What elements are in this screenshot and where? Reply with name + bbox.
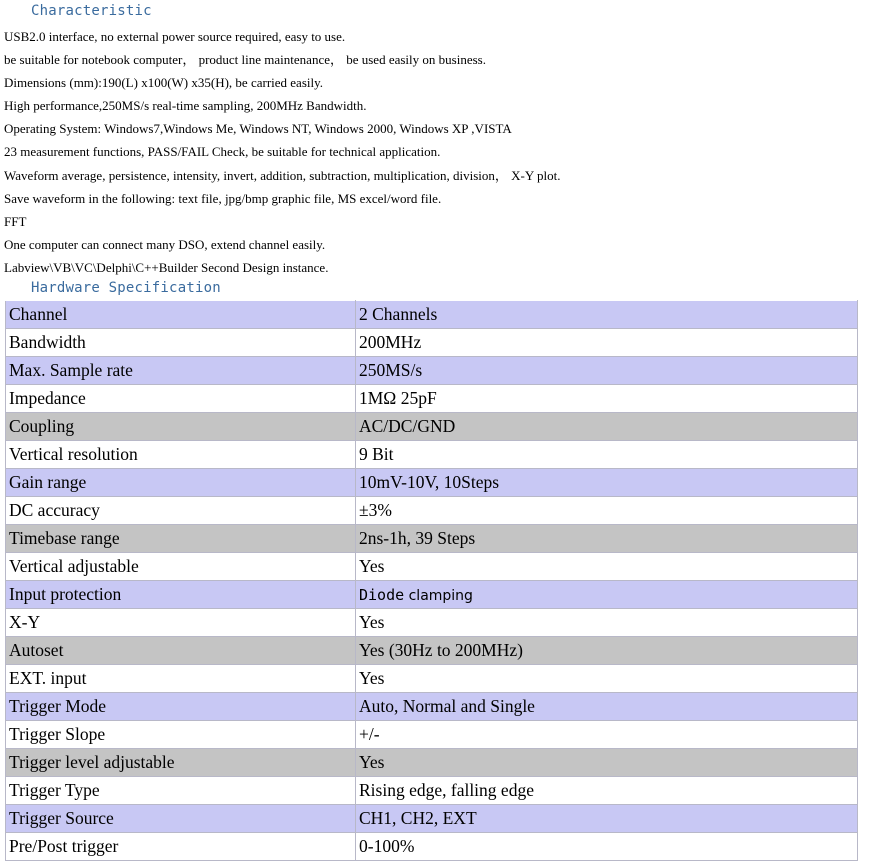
characteristic-line: USB2.0 interface, no external power source required, easy to use. [4, 29, 346, 44]
spec-key: Bandwidth [6, 329, 356, 357]
spec-value: 1MΩ 25pF [356, 385, 858, 413]
spec-value-part: Diode [359, 586, 405, 604]
table-row [6, 553, 858, 581]
characteristic-line: High performance,250MS/s real-time sampling, 200MHz Bandwidth. [4, 98, 367, 114]
characteristic-line: Save waveform in the following: text file, jpg/bmp graphic file, MS excel/word file. [4, 190, 442, 206]
characteristic-line: One computer can connect many DSO, extend channel easily. [4, 236, 326, 252]
spec-value: Yes (30Hz to 200MHz) [356, 637, 858, 665]
spec-value: Yes [356, 749, 858, 777]
spec-key: Coupling [6, 413, 356, 441]
spec-value: 9 Bit [356, 441, 858, 469]
spec-value-part: clamping [404, 588, 473, 604]
spec-key: Trigger Type [6, 777, 356, 805]
characteristic-line: Operating System: Windows7,Windows Me, Windows NT, Windows 2000, Windows XP ,VISTA [4, 121, 512, 137]
spec-value: 200MHz [356, 329, 858, 357]
table-row [6, 693, 858, 721]
spec-key: Trigger Source [6, 805, 356, 833]
spec-key: Vertical adjustable [6, 553, 356, 581]
spec-value: 2 Channels [356, 301, 858, 329]
spec-value: +/- [356, 721, 858, 749]
hardware-spec-heading: Hardware Specification [31, 280, 221, 296]
table-row [6, 665, 858, 693]
table-row [6, 609, 858, 637]
table-row [6, 721, 858, 749]
spec-value: AC/DC/GND [356, 413, 858, 441]
spec-key: EXT. input [6, 665, 356, 693]
table-row [6, 413, 858, 441]
spec-value: Yes [356, 609, 858, 637]
table-row [6, 357, 858, 385]
characteristic-line: Waveform average, persistence, intensity, invert, addition, subtraction, multiplication, division， X-Y plot. [4, 167, 561, 183]
table-row [6, 441, 858, 469]
spec-key: Gain range [6, 469, 356, 497]
characteristic-line: FFT [4, 213, 27, 229]
hardware-spec-table [5, 300, 858, 861]
spec-value: 10mV-10V, 10Steps [356, 469, 858, 497]
spec-value: CH1, CH2, EXT [356, 805, 858, 833]
spec-value: Rising edge, falling edge [356, 777, 858, 805]
spec-key: Pre/Post trigger [6, 833, 356, 861]
spec-value: ±3% [356, 497, 858, 525]
table-row [6, 805, 858, 833]
characteristic-heading: Characteristic [31, 3, 152, 19]
spec-key: Trigger Mode [6, 693, 356, 721]
spec-key: Trigger Slope [6, 721, 356, 749]
spec-key: Impedance [6, 385, 356, 413]
spec-key: Vertical resolution [6, 441, 356, 469]
spec-key: Max. Sample rate [6, 357, 356, 385]
spec-value: Yes [356, 553, 858, 581]
table-row [6, 329, 858, 357]
spec-key: Channel [6, 301, 356, 329]
characteristic-line: 23 measurement functions, PASS/FAIL Check, be suitable for technical application. [4, 144, 441, 160]
table-row [6, 301, 858, 329]
spec-key: Autoset [6, 637, 356, 665]
table-row [6, 749, 858, 777]
table-row [6, 833, 858, 861]
spec-key: DC accuracy [6, 497, 356, 525]
characteristic-line: Dimensions (mm):190(L) x100(W) x35(H), be carried easily. [4, 75, 324, 91]
table-row [6, 777, 858, 805]
spec-value: Yes [356, 665, 858, 693]
table-row [6, 525, 858, 553]
characteristic-line: be suitable for notebook computer， product line maintenance， be used easily on business. [4, 52, 486, 68]
table-row [6, 497, 858, 525]
table-row [6, 581, 858, 609]
spec-key: Input protection [6, 581, 356, 609]
table-row [6, 385, 858, 413]
spec-value [356, 581, 858, 609]
spec-value: Auto, Normal and Single [356, 693, 858, 721]
spec-value: 0-100% [356, 833, 858, 861]
table-row [6, 637, 858, 665]
spec-key: Trigger level adjustable [6, 749, 356, 777]
characteristic-line: Labview\VB\VC\Delphi\C++Builder Second Design instance. [4, 259, 329, 275]
table-row [6, 469, 858, 497]
spec-value: 2ns-1h, 39 Steps [356, 525, 858, 553]
characteristic-list [4, 25, 561, 279]
spec-value: 250MS/s [356, 357, 858, 385]
spec-key: Timebase range [6, 525, 356, 553]
spec-key: X-Y [6, 609, 356, 637]
